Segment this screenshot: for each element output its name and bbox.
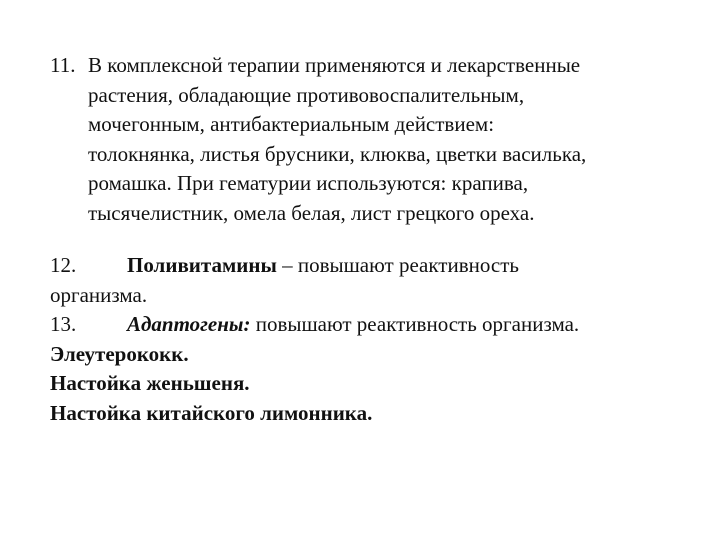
text-line: ромашка. При гематурии используются: крапива, (88, 171, 529, 196)
term-adaptogens: Адаптогены: (127, 312, 251, 337)
text-line: тысячелистник, омела белая, лист грецкого ореха. (88, 200, 535, 225)
list-item-12-continuation (50, 281, 690, 311)
text-line: толокнянка, листья брусники, клюква, цветки василька, (88, 141, 587, 166)
list-item-11-text (88, 51, 690, 229)
list-item-13 (50, 310, 690, 340)
term-polyvitamins: Поливитамины (127, 253, 277, 277)
preparation-ginseng: Настойка женьшеня. (50, 371, 250, 396)
text-line: растения, обладающие противовоспалительным, (88, 82, 525, 107)
list-item-12-text (127, 251, 519, 281)
preparation-eleutherococcus: Элеутерококк. (50, 341, 189, 366)
preparation-schisandra: Настойка китайского лимонника. (50, 400, 373, 425)
list-number-12: 12. (50, 253, 77, 277)
list-number-13: 13. (50, 312, 77, 337)
lower-block (50, 251, 690, 429)
list-item-13-text (127, 310, 579, 340)
text-line: В комплексной терапии применяются и лекарственные (88, 53, 581, 77)
item-12-description: – повышают реактивность (276, 253, 519, 277)
text-line: мочегонным, антибактериальным действием: (88, 112, 495, 137)
item-13-description: повышают реактивность организма. (250, 312, 580, 337)
continuation-text: организма. (50, 282, 148, 307)
list-item-11 (50, 51, 690, 229)
list-number-11: 11. (50, 53, 76, 77)
list-item-12 (50, 251, 690, 281)
